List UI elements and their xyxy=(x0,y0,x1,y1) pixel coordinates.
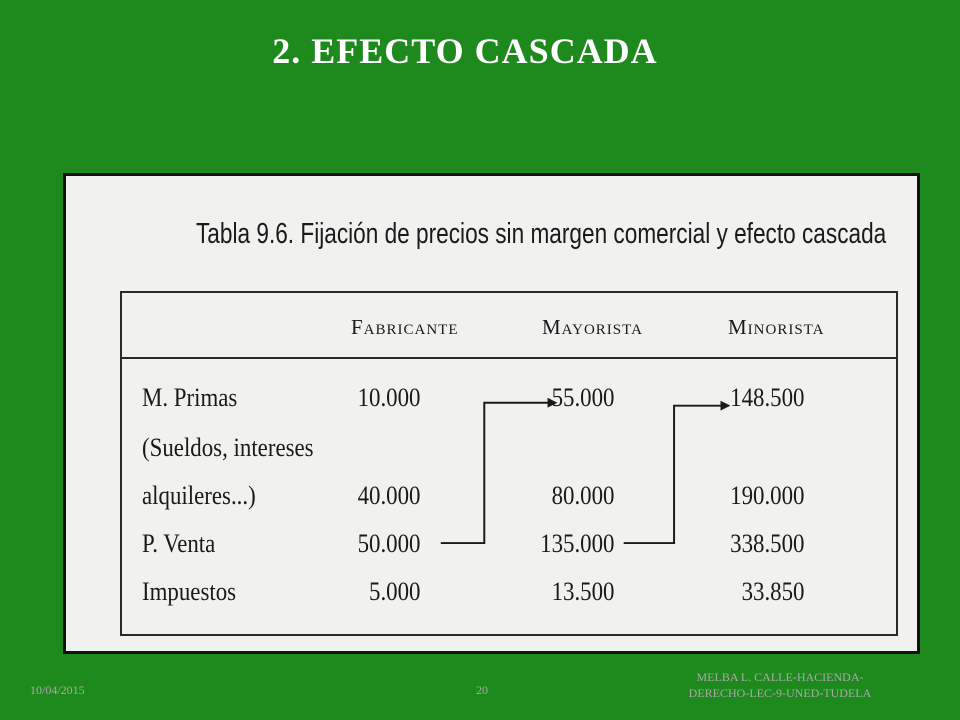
cascade-arrows xyxy=(122,293,896,634)
cell-mayorista: 80.000 xyxy=(551,481,614,510)
column-header-fabricante: Fabricante xyxy=(351,315,459,339)
row-label-impuestos: Impuestos xyxy=(142,577,237,606)
cell-fabricante: 10.000 xyxy=(357,383,420,412)
column-header-mayorista: Mayorista xyxy=(542,315,643,339)
cascade-arrow-mayorista-to-minorista xyxy=(624,406,729,543)
cell-mayorista: 135.000 xyxy=(539,529,614,558)
cell-minorista: 338.500 xyxy=(729,529,804,558)
cascade-arrow-fabricante-to-mayorista xyxy=(441,403,556,543)
slide-title: 2. EFECTO CASCADA xyxy=(272,31,658,71)
cell-minorista: 33.850 xyxy=(741,577,804,606)
cell-fabricante: 50.000 xyxy=(357,529,420,558)
row-label-sueldos: (Sueldos, intereses xyxy=(142,433,314,462)
row-label-materias-primas: M. Primas xyxy=(142,383,238,412)
cell-mayorista: 55.000 xyxy=(551,383,614,412)
cell-mayorista: 13.500 xyxy=(551,577,614,606)
table-caption: Tabla 9.6. Fijación de precios sin margen comercial y efecto cascada xyxy=(196,218,887,250)
column-header-minorista: Minorista xyxy=(728,315,825,339)
footer-date: 10/04/2015 xyxy=(30,683,85,697)
footer-page-number: 20 xyxy=(476,683,488,697)
cell-fabricante: 5.000 xyxy=(368,577,420,606)
cell-minorista: 148.500 xyxy=(729,383,804,412)
footer-author-line2: DERECHO-LEC-9-UNED-TUDELA xyxy=(688,686,872,700)
scanned-table-image xyxy=(63,173,920,654)
price-table xyxy=(120,291,898,636)
cell-fabricante: 40.000 xyxy=(357,481,420,510)
cell-minorista: 190.000 xyxy=(729,481,804,510)
footer-author xyxy=(640,669,920,701)
row-label-precio-venta: P. Venta xyxy=(142,529,216,558)
footer-author-line1: MELBA L. CALLE-HACIENDA- xyxy=(696,670,864,684)
row-label-alquileres: alquileres...) xyxy=(142,481,256,510)
